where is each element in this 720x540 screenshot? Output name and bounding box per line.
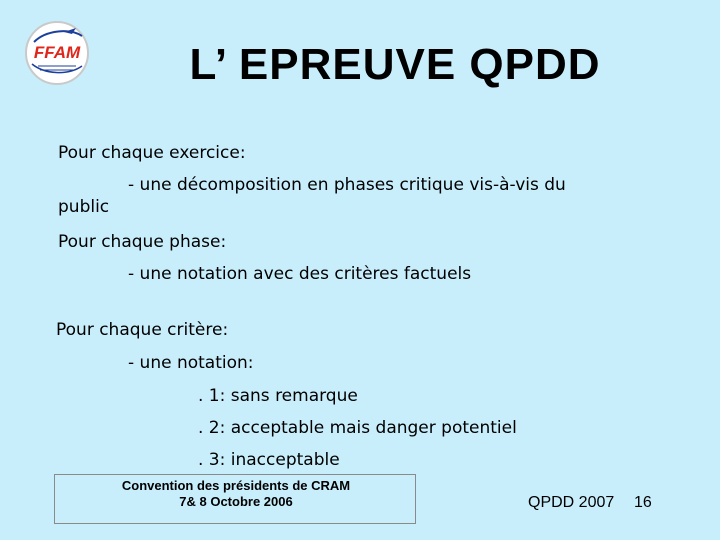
line-notation: - une notation: — [128, 353, 254, 373]
line-public: public — [58, 197, 110, 217]
footer-convention — [56, 478, 416, 510]
footer-center-text: QPDD 2007 — [528, 494, 615, 511]
line-note-1: . 1: sans remarque — [198, 386, 358, 406]
page-number: 16 — [634, 494, 652, 511]
line-phase: Pour chaque phase: — [58, 232, 227, 252]
footer-convention-line2: 7& 8 Octobre 2006 — [179, 494, 293, 509]
line-notation-criteres: - une notation avec des critères factuels — [128, 264, 472, 284]
logo-text: FFAM — [33, 43, 81, 62]
line-note-2: . 2: acceptable mais danger potentiel — [198, 418, 517, 438]
slide-title: L’ EPREUVE QPDD — [189, 40, 601, 89]
footer-convention-line1: Convention des présidents de CRAM — [121, 478, 351, 493]
line-note-3: . 3: inacceptable — [198, 450, 340, 470]
line-exercice: Pour chaque exercice: — [58, 143, 246, 163]
line-decomposition: - une décomposition en phases critique vis-à-vis du — [128, 175, 566, 195]
line-critere: Pour chaque critère: — [56, 320, 229, 340]
